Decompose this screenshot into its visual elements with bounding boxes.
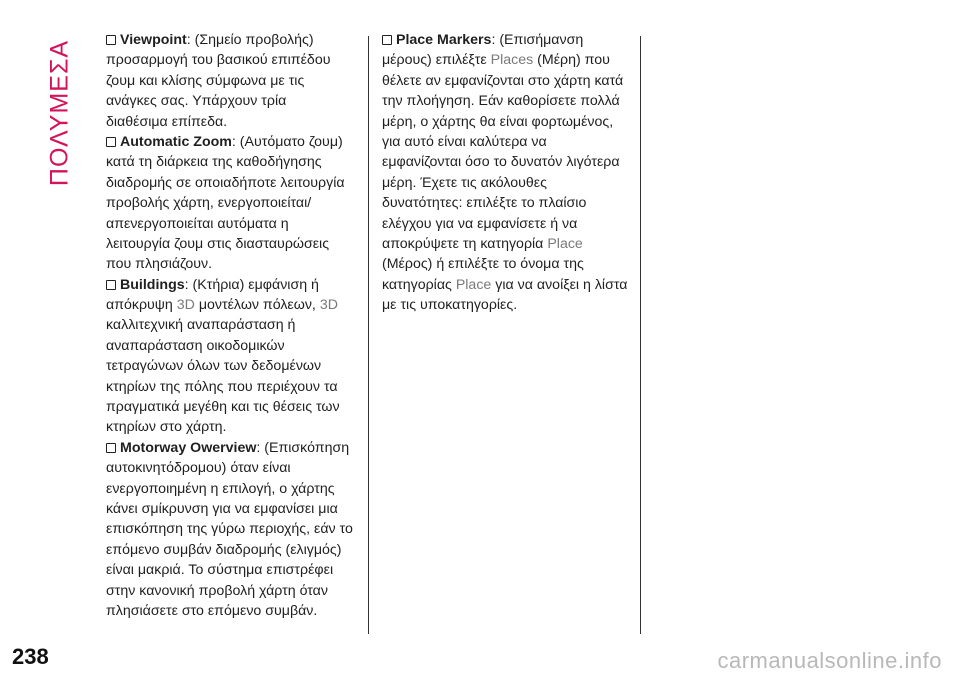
text-line: λειτουργία ζουμ στις διασταυρώσεις <box>106 235 330 252</box>
text-line: κάνει σμίκρυνση για να εμφανίσει μια <box>106 500 338 517</box>
text-line: ελέγχου για να εμφανίσετε ή να <box>382 215 578 232</box>
text-line: ζουμ και κλίσης σύμφωνα με τις <box>106 72 305 89</box>
text-line: : (Κτήρια) εμφάνιση ή <box>184 276 319 293</box>
text-line: : (Σημείο προβολής) <box>186 32 314 48</box>
text-line: : (Επισκόπηση <box>256 439 350 456</box>
text-line: θέλετε αν εμφανίζονται στο χάρτη κατά <box>382 72 624 89</box>
literal-3d: 3D <box>319 297 338 314</box>
setting-term: Viewpoint <box>120 32 187 48</box>
literal-places: Places <box>490 52 534 69</box>
literal-place: Place <box>455 276 492 293</box>
literal-3d: 3D <box>176 297 195 314</box>
text-line: πραγματικά μεγέθη και τις θέσεις των <box>106 399 340 416</box>
text-fragment: μοντέλων πόλεων, <box>194 297 320 314</box>
text-line: με τις υποκατηγορίες. <box>382 297 518 314</box>
section-title-vertical <box>46 28 74 198</box>
text-line: κτηρίων στο χάρτη. <box>106 419 227 436</box>
checkbox-icon <box>106 280 116 290</box>
text-line: ανάγκες σας. Υπάρχουν τρία <box>106 93 287 110</box>
checkbox-icon <box>106 35 116 45</box>
text-line: κατά τη διάρκεια της καθοδήγησης <box>106 154 322 171</box>
text-fragment: μέρους) επιλέξτε <box>382 52 491 69</box>
setting-place-markers <box>382 30 634 315</box>
text-line: καλλιτεχνική αναπαράσταση ή <box>106 317 296 334</box>
text-line: προβολής χάρτη, ενεργοποιείται/ <box>106 195 312 212</box>
text-line: δυνατότητες: επιλέξτε το πλαίσιο <box>382 195 587 212</box>
text-line: απενεργοποιείται αυτόματα η <box>106 215 289 232</box>
text-column-1 <box>106 30 364 621</box>
checkbox-icon <box>106 443 116 453</box>
text-fragment: για να ανοίξει η λίστα <box>491 276 628 293</box>
text-line: διαθέσιμα επίπεδα. <box>106 113 228 130</box>
text-line: αναπαράσταση οικοδομικών <box>106 337 285 354</box>
text-line: για αυτό είναι καλύτερα να <box>382 133 547 150</box>
text-column-2 <box>382 30 634 315</box>
text-line: προσαρμογή του βασικού επιπέδου <box>106 52 331 69</box>
text-line: ενεργοποιημένη η επιλογή, ο χάρτης <box>106 480 335 497</box>
text-line: επισκόπηση της γύρω περιοχής, εάν το <box>106 521 353 538</box>
text-line: τετραγώνων όλων των δεδομένων <box>106 358 322 375</box>
literal-place: Place <box>547 235 583 252</box>
text-line: (Μέρος) ή επιλέξτε το όνομα της <box>382 256 584 273</box>
text-line: επόμενο συμβάν διαδρομής (ελιγμός) <box>106 541 342 558</box>
text-line: πλησιάσετε στο επόμενο συμβάν. <box>106 602 318 619</box>
page-number: 238 <box>12 644 49 669</box>
text-fragment: (Μέρη) που <box>533 52 610 69</box>
setting-buildings <box>106 275 364 438</box>
text-line: κτηρίων της πόλης που περιέχουν τα <box>106 378 338 395</box>
section-title-text: ΠΟΛΥΜΕΣΑ <box>45 39 74 187</box>
setting-term: Motorway Owerview <box>120 439 257 456</box>
setting-term: Place Markers <box>396 32 492 48</box>
text-fragment: αποκρύψετε τη κατηγορία <box>382 235 548 252</box>
text-fragment: απόκρυψη <box>106 297 177 314</box>
setting-term: Buildings <box>120 276 185 293</box>
setting-motorway-overview <box>106 438 364 622</box>
text-line: εμφανίζονται όσο το δυνατόν λιγότερα <box>382 154 620 171</box>
text-line: στην κανονική προβολή χάρτη όταν <box>106 582 328 599</box>
text-fragment: κατηγορίας <box>382 276 456 293</box>
text-line: είναι μακριά. Το σύστημα επιστρέφει <box>106 562 334 579</box>
text-line: : (Επισήμανση <box>491 32 584 48</box>
text-line: που πλησιάζουν. <box>106 256 213 273</box>
text-line: διαδρομής σε οποιαδήποτε λειτουργία <box>106 174 345 191</box>
setting-term: Automatic Zoom <box>120 133 232 150</box>
text-line: μέρη, ο χάρτης θα είναι φορτωμένος, <box>382 113 614 130</box>
text-line: : (Αυτόματο ζουμ) <box>231 133 343 150</box>
setting-viewpoint <box>106 30 364 132</box>
checkbox-icon <box>106 137 116 147</box>
checkbox-icon <box>382 35 392 45</box>
setting-automatic-zoom <box>106 132 364 275</box>
text-line: μέρη. Έχετε τις ακόλουθες <box>382 174 547 191</box>
column-divider-right <box>640 36 641 634</box>
text-line: την πλοήγηση. Εάν καθορίσετε πολλά <box>382 93 620 110</box>
text-line: αυτοκινητόδρομου) όταν είναι <box>106 460 291 477</box>
column-divider-left <box>368 36 369 634</box>
watermark: carmanualsonline.info <box>717 648 942 673</box>
